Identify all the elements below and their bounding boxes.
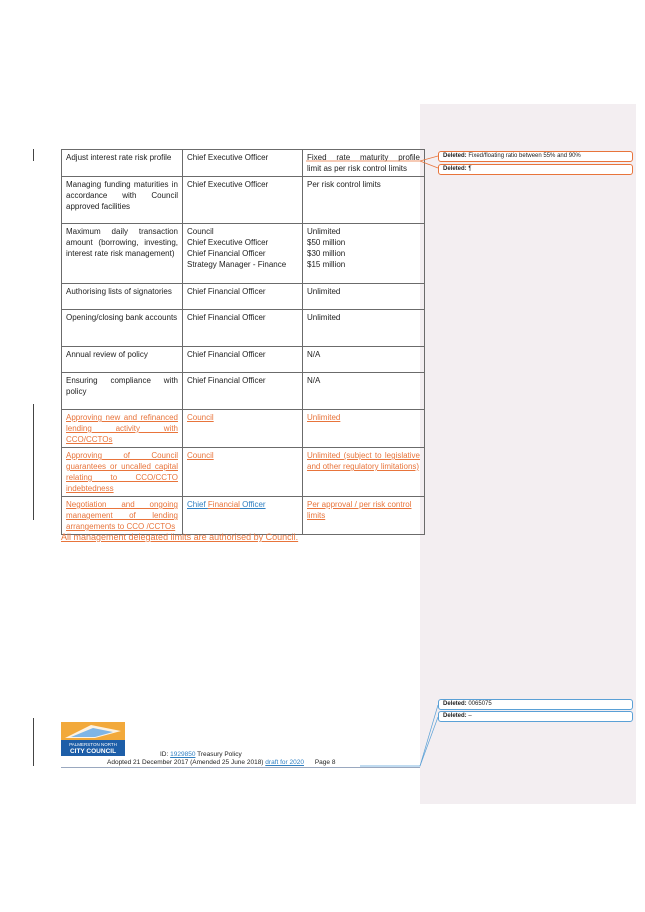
table-row — [62, 310, 425, 347]
table-row — [62, 177, 425, 224]
limit-cell: Fixed rate maturity profile limit as per risk control limits — [303, 150, 425, 177]
delegate-cell: Chief Financial Officer — [183, 284, 303, 310]
council-logo — [61, 722, 125, 756]
limit-cell: Unlimited (subject to legislative and other regulatory limitations) — [303, 448, 425, 497]
table-row — [62, 497, 425, 535]
table-row — [62, 224, 425, 284]
delegate-cell: Council — [183, 410, 303, 448]
draft-note: draft for 2020 — [265, 759, 304, 766]
table-row — [62, 150, 425, 177]
logo-line2: CITY COUNCIL — [69, 748, 117, 755]
table-row — [62, 284, 425, 310]
page-number: 8 — [331, 759, 336, 766]
task-cell: Approving of Council guarantees or uncalled capital relating to CCO/CCTO indebtedness — [62, 448, 183, 497]
comment-bubble[interactable]: Deleted: 0065075 — [438, 699, 633, 710]
delegate-cell: Chief Financial Officer — [183, 497, 303, 535]
logo-emblem-icon — [61, 722, 125, 740]
task-cell: Authorising lists of signatories — [62, 284, 183, 310]
delegate-cell: Chief Financial Officer — [183, 373, 303, 410]
delegate-cell: Chief Financial Officer — [183, 347, 303, 373]
limit-cell: Unlimited $50 million $30 million $15 million — [303, 224, 425, 284]
delegate-cell: Council Chief Executive Officer Chief Financial Officer Strategy Manager - Finance — [183, 224, 303, 284]
limit-cell: Unlimited — [303, 284, 425, 310]
delegate-cell: Council — [183, 448, 303, 497]
task-cell: Ensuring compliance with policy — [62, 373, 183, 410]
comment-bubble[interactable]: Deleted: – — [438, 711, 633, 722]
delegate-cell: Chief Executive Officer — [183, 150, 303, 177]
comment-bubble[interactable]: Deleted: ¶ — [438, 164, 633, 175]
change-bar — [33, 404, 34, 520]
task-cell: Approving new and refinanced lending activity with CCO/CCTOs — [62, 410, 183, 448]
footer-adopted: Adopted 21 December 2017 (Amended 25 June 2018) draft for 2020 Page 8 — [107, 759, 336, 766]
change-bar — [33, 718, 34, 766]
change-bar — [33, 149, 34, 161]
task-cell: Adjust interest rate risk profile — [62, 150, 183, 177]
delegate-cell: Chief Financial Officer — [183, 310, 303, 347]
task-cell: Opening/closing bank accounts — [62, 310, 183, 347]
task-cell: Managing funding maturities in accordance with Council approved facilities — [62, 177, 183, 224]
document-id-link[interactable]: 1929850 — [170, 751, 196, 758]
table-row — [62, 373, 425, 410]
footer-document-id: ID: 1929850 Treasury Policy — [160, 751, 242, 758]
task-cell: Maximum daily transaction amount (borrowing, investing, interest rate risk management) — [62, 224, 183, 284]
delegate-cell: Chief Executive Officer — [183, 177, 303, 224]
delegation-table — [61, 149, 425, 535]
task-cell: Negotiation and ongoing management of lending arrangements to CCO /CCTOs — [62, 497, 183, 535]
table-row — [62, 448, 425, 497]
table-row — [62, 347, 425, 373]
limit-cell: Per risk control limits — [303, 177, 425, 224]
limit-cell: Unlimited — [303, 310, 425, 347]
limit-cell: Unlimited — [303, 410, 425, 448]
limit-cell: Per approval / per risk control limits — [303, 497, 425, 535]
footer-rule — [61, 767, 420, 768]
delegation-footnote: All management delegated limits are authorised by Council. — [61, 532, 299, 542]
comment-bubble[interactable]: Deleted: Fixed/floating ratio between 55% and 90% — [438, 151, 633, 162]
task-cell: Annual review of policy — [62, 347, 183, 373]
limit-cell: N/A — [303, 373, 425, 410]
table-row — [62, 410, 425, 448]
logo-line1: PALMERSTON NORTH — [69, 742, 117, 747]
limit-cell: N/A — [303, 347, 425, 373]
